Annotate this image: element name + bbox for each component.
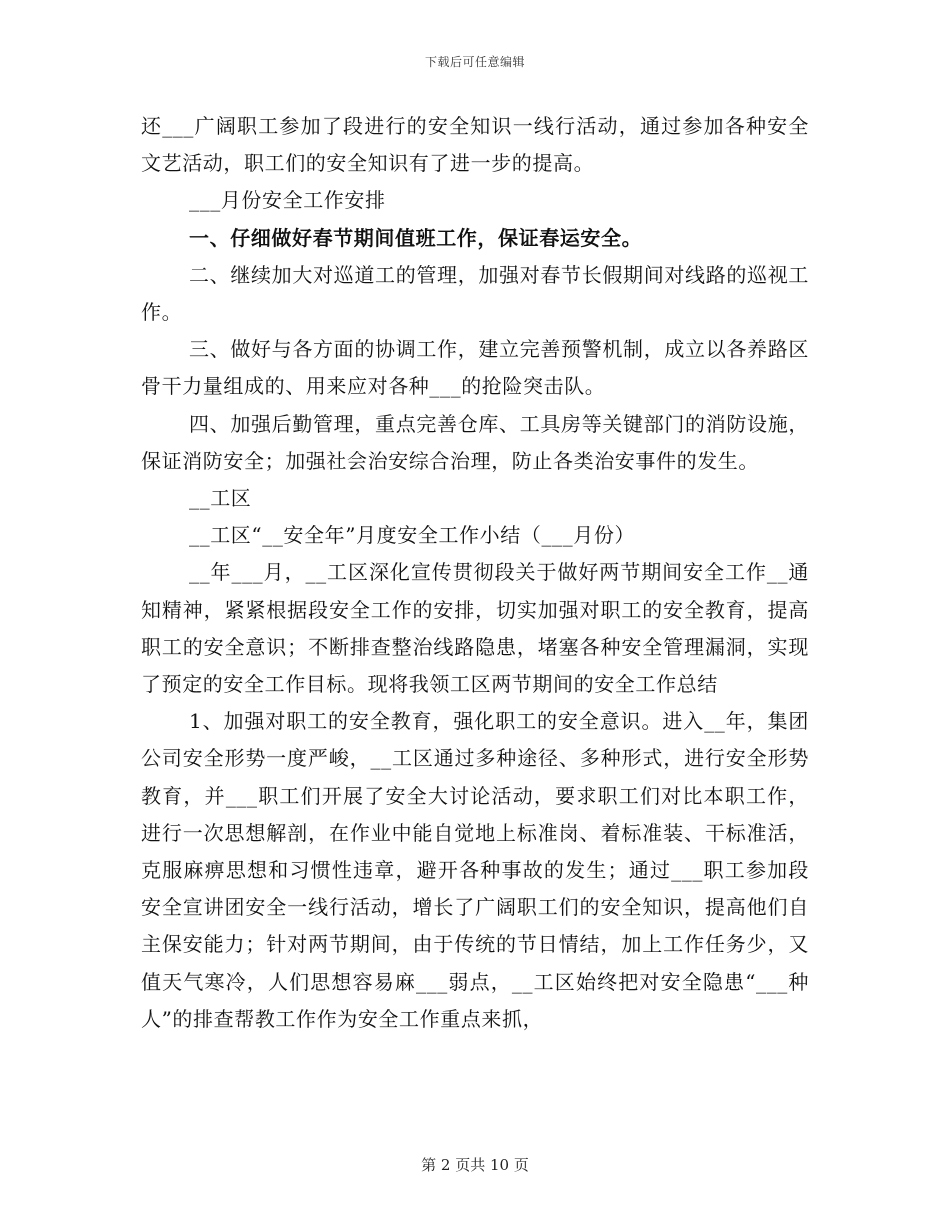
paragraph-item-1-education: 1、加强对职工的安全教育，强化职工的安全意识。进入__年，集团公司安全形势一度严峻，__工区通过多种途径、多种形式，进行安全形势教育，并___职工们开展了安全大讨论活动，要求职工们对比本职工作，进行一次思想解剖，在作业中能自觉地上标准岗、着标准装、干标准活，克服麻痹思想和习惯性违章，避开各种事故的发生；通过___职工参加段安全宣讲团安全一线行活动，增长了广阔职工们的安全知识，提高他们自主保安能力；针对两节期间，由于传统的节日情结，加上工作任务少，又值天气寒冷，人们思想容易麻___弱点，__工区始终把对安全隐患“___种人”的排查帮教工作作为安全工作重点来抓，: [141, 709, 809, 1031]
document-body: [141, 108, 809, 1038]
plan-item-4: 四、加强后勤管理，重点完善仓库、工具房等关键部门的消防设施，保证消防安全；加强社会治安综合治理，防止各类治安事件的发生。: [141, 411, 809, 473]
work-area-signature: __工区: [189, 486, 252, 511]
paragraph-report-intro: __年___月，__工区深化宣传贯彻段关于做好两节期间安全工作__通知精神，紧紧根据段安全工作的安排，切实加强对职工的安全教育，提高职工的安全意识；不断排查整治线路隐患，堵塞各种安全管理漏洞，实现了预定的安全工作目标。现将我领工区两节期间的安全工作总结: [141, 560, 809, 697]
page-header-note: 下载后可任意编辑: [424, 55, 525, 69]
page-number-footer: 第 2 页共 10 页: [421, 1156, 529, 1174]
paragraph-safety-activity-summary: 还___广阔职工参加了段进行的安全知识一线行活动，通过参加各种安全文艺活动，职工们的安全知识有了进一步的提高。: [141, 114, 809, 176]
plan-item-3: 三、做好与各方面的协调工作，建立完善预警机制，成立以各养路区骨干力量组成的、用来应对各种___的抢险突击队。: [141, 337, 809, 399]
plan-item-1: 一、仔细做好春节期间值班工作，保证春运安全。: [189, 225, 643, 250]
section-heading-monthly-plan: ___月份安全工作安排: [189, 188, 386, 213]
plan-item-2: 二、继续加大对巡道工的管理，加强对春节长假期间对线路的巡视工作。: [141, 262, 809, 325]
report-title: __工区“__安全年”月度安全工作小结（___月份）: [189, 523, 636, 548]
